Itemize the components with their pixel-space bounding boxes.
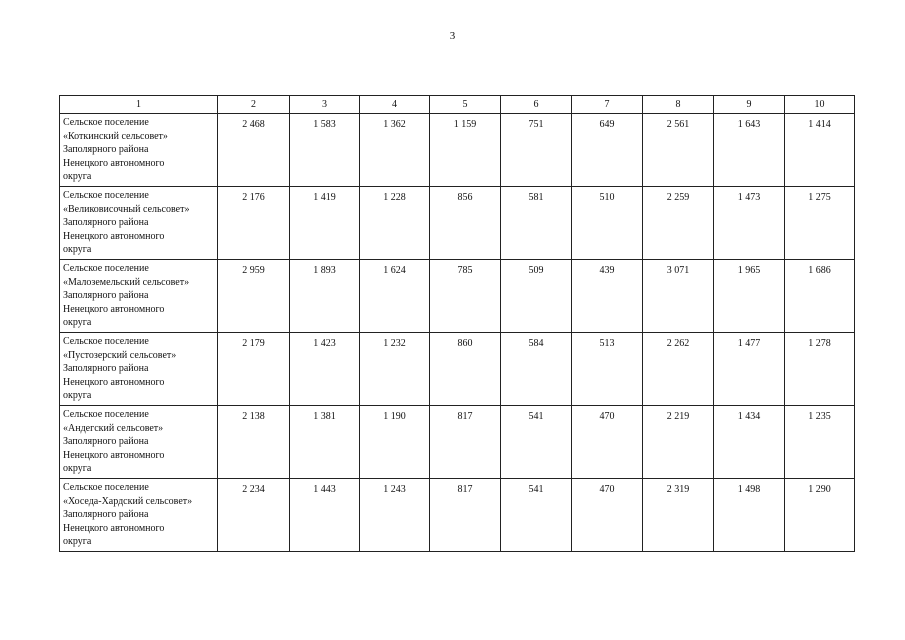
- value-cell: 649: [572, 114, 643, 187]
- value-cell: 751: [501, 114, 572, 187]
- column-header: 8: [643, 96, 714, 114]
- value-cell: 785: [430, 260, 501, 333]
- value-cell: 1 232: [360, 333, 430, 406]
- value-cell: 1 278: [785, 333, 855, 406]
- table-row: [60, 479, 855, 552]
- settlement-name-line: Ненецкого автономного: [63, 449, 165, 461]
- table-row: [60, 187, 855, 260]
- value-cell: 1 414: [785, 114, 855, 187]
- value-cell: 2 468: [218, 114, 290, 187]
- value-cell: 1 643: [714, 114, 785, 187]
- value-cell: 1 583: [290, 114, 360, 187]
- value-cell: 1 434: [714, 406, 785, 479]
- settlement-name-line: «Пустозерский сельсовет»: [63, 349, 177, 361]
- value-cell: 1 228: [360, 187, 430, 260]
- value-cell: 584: [501, 333, 572, 406]
- value-cell: 1 965: [714, 260, 785, 333]
- settlement-name-cell: [60, 260, 218, 333]
- value-cell: 2 561: [643, 114, 714, 187]
- settlement-name-line: округа: [63, 390, 92, 401]
- value-cell: 2 179: [218, 333, 290, 406]
- column-header: 10: [785, 96, 855, 114]
- settlement-name-line: Сельское поселение: [63, 336, 149, 347]
- value-cell: 439: [572, 260, 643, 333]
- table-body: [60, 114, 855, 552]
- value-cell: 513: [572, 333, 643, 406]
- value-cell: 2 138: [218, 406, 290, 479]
- column-header: 9: [714, 96, 785, 114]
- value-cell: 510: [572, 187, 643, 260]
- settlement-name-line: Ненецкого автономного: [63, 376, 165, 388]
- value-cell: 2 959: [218, 260, 290, 333]
- value-cell: 856: [430, 187, 501, 260]
- value-cell: 1 362: [360, 114, 430, 187]
- data-table: [59, 95, 855, 552]
- settlement-name-line: Сельское поселение: [63, 263, 149, 274]
- column-header: 1: [60, 96, 218, 114]
- value-cell: 860: [430, 333, 501, 406]
- value-cell: 1 290: [785, 479, 855, 552]
- value-cell: 1 419: [290, 187, 360, 260]
- value-cell: 817: [430, 479, 501, 552]
- value-cell: 1 381: [290, 406, 360, 479]
- settlement-name-line: Сельское поселение: [63, 190, 149, 201]
- page-number: 3: [449, 30, 456, 42]
- settlement-name-line: Ненецкого автономного: [63, 522, 165, 534]
- value-cell: 1 190: [360, 406, 430, 479]
- value-cell: 541: [501, 406, 572, 479]
- value-cell: 1 686: [785, 260, 855, 333]
- table-row: [60, 114, 855, 187]
- settlement-name-line: «Малоземельский сельсовет»: [63, 276, 190, 288]
- settlement-name-line: «Великовисочный сельсовет»: [63, 203, 190, 215]
- settlement-name-line: Заполярного района: [63, 509, 149, 520]
- settlement-name-cell: [60, 187, 218, 260]
- column-header: 5: [430, 96, 501, 114]
- value-cell: 2 319: [643, 479, 714, 552]
- value-cell: 1 235: [785, 406, 855, 479]
- value-cell: 2 176: [218, 187, 290, 260]
- value-cell: 2 262: [643, 333, 714, 406]
- settlement-name-line: Ненецкого автономного: [63, 157, 165, 169]
- header-row: [60, 96, 855, 114]
- value-cell: 3 071: [643, 260, 714, 333]
- settlement-name-line: Ненецкого автономного: [63, 230, 165, 242]
- value-cell: 2 259: [643, 187, 714, 260]
- value-cell: 817: [430, 406, 501, 479]
- settlement-name-cell: [60, 406, 218, 479]
- value-cell: 1 243: [360, 479, 430, 552]
- table-row: [60, 406, 855, 479]
- settlement-name-line: Сельское поселение: [63, 117, 149, 128]
- settlement-name-line: «Хоседа-Хардский сельсовет»: [63, 495, 193, 507]
- settlement-name-line: Ненецкого автономного: [63, 303, 165, 315]
- settlement-name-line: округа: [63, 317, 92, 328]
- settlement-name-line: округа: [63, 171, 92, 182]
- column-header: 2: [218, 96, 290, 114]
- settlement-name-line: округа: [63, 536, 92, 547]
- settlement-name-line: округа: [63, 463, 92, 474]
- value-cell: 470: [572, 406, 643, 479]
- value-cell: 1 624: [360, 260, 430, 333]
- column-header: 6: [501, 96, 572, 114]
- column-header: 3: [290, 96, 360, 114]
- settlement-name-line: «Коткинский сельсовет»: [63, 130, 168, 142]
- value-cell: 509: [501, 260, 572, 333]
- value-cell: 1 423: [290, 333, 360, 406]
- value-cell: 1 443: [290, 479, 360, 552]
- column-header: 4: [360, 96, 430, 114]
- table-row: [60, 333, 855, 406]
- value-cell: 541: [501, 479, 572, 552]
- settlement-name-cell: [60, 114, 218, 187]
- value-cell: 1 159: [430, 114, 501, 187]
- value-cell: 581: [501, 187, 572, 260]
- value-cell: 1 275: [785, 187, 855, 260]
- settlement-name-line: Заполярного района: [63, 144, 149, 155]
- table-row: [60, 260, 855, 333]
- settlement-name-line: Заполярного района: [63, 363, 149, 374]
- value-cell: 1 498: [714, 479, 785, 552]
- value-cell: 1 893: [290, 260, 360, 333]
- settlement-name-line: Сельское поселение: [63, 409, 149, 420]
- settlement-name-cell: [60, 333, 218, 406]
- settlement-name-line: Заполярного района: [63, 436, 149, 447]
- column-header: 7: [572, 96, 643, 114]
- value-cell: 2 219: [643, 406, 714, 479]
- settlement-name-line: Заполярного района: [63, 217, 149, 228]
- value-cell: 470: [572, 479, 643, 552]
- value-cell: 2 234: [218, 479, 290, 552]
- settlement-name-line: Сельское поселение: [63, 482, 149, 493]
- settlement-name-cell: [60, 479, 218, 552]
- value-cell: 1 477: [714, 333, 785, 406]
- value-cell: 1 473: [714, 187, 785, 260]
- settlement-name-line: округа: [63, 244, 92, 255]
- settlement-name-line: «Андегский сельсовет»: [63, 422, 164, 434]
- settlement-name-line: Заполярного района: [63, 290, 149, 301]
